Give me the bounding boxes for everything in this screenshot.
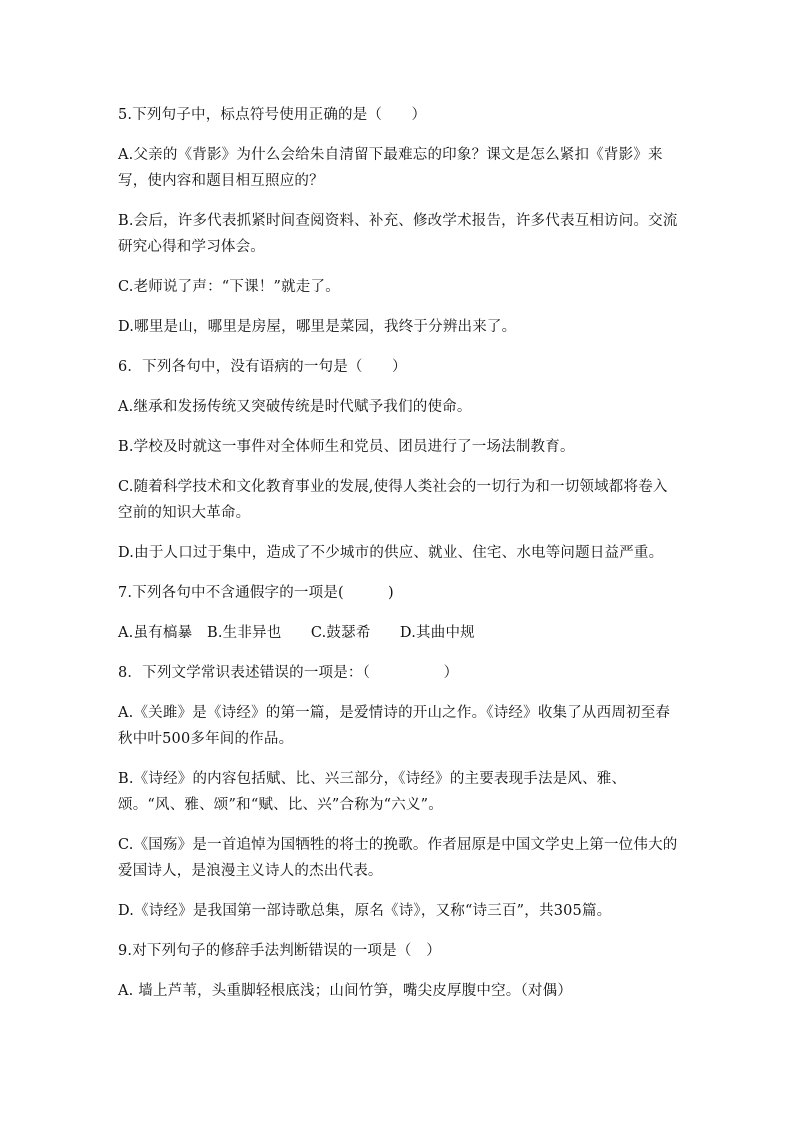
question-8-option-d: D.《诗经》是我国第一部诗歌总集，原名《诗》，又称“诗三百”，共305篇。: [118, 903, 612, 919]
question-5-option-a: A.父亲的《背影》为什么会给朱自清留下最难忘的印象？课文是怎么紧扣《背影》来写，使内容和题目相互照应的？: [118, 147, 663, 189]
question-8-option-b: B.《诗经》的内容包括赋、比、兴三部分，《诗经》的主要表现手法是风、雅、颂。“风、雅、颂”和“赋、比、兴”合称为“六义”。: [118, 771, 627, 813]
question-8-option-c: C.《国殇》是一首追悼为国牺牲的将士的挽歌。作者屈原是中国文学史上第一位伟大的爱国诗人，是浪漫主义诗人的杰出代表。: [118, 837, 678, 879]
question-9-stem: 9.对下列句子的修辞手法判断错误的一项是（ ）: [118, 943, 441, 959]
question-5-option-b: B.会后，许多代表抓紧时间查阅资料、补充、修改学术报告，许多代表互相访问。交流研究心得和学习体会。: [118, 213, 678, 255]
question-8-stem: 8．下列文学常识表述错误的一项是：（ ）: [118, 665, 459, 681]
question-7-stem: 7.下列各句中不含通假字的一项是( ): [118, 585, 394, 601]
question-6-option-a: A.继承和发扬传统又突破传统是时代赋予我们的使命。: [118, 399, 472, 415]
question-6-option-d: D.由于人口过于集中，造成了不少城市的供应、就业、住宅、水电等问题日益严重。: [118, 545, 664, 561]
question-6-option-c: C.随着科学技术和文化教育事业的发展,使得人类社会的一切行为和一切领域都将卷入空前的知识大革命。: [118, 479, 668, 521]
question-5-stem: 5.下列句子中，标点符号使用正确的是（ ）: [118, 107, 427, 123]
question-5-option-d: D.哪里是山，哪里是房屋，哪里是菜园，我终于分辨出来了。: [118, 319, 517, 335]
document-content: [118, 102, 680, 1018]
question-7-options: A.虽有槁暴 B.生非异也 C.鼓瑟希 D.其曲中规: [118, 625, 475, 641]
question-6-option-b: B.学校及时就这一事件对全体师生和党员、团员进行了一场法制教育。: [118, 439, 575, 455]
question-5-option-c: C.老师说了声：“下课！”就走了。: [118, 279, 340, 295]
question-9-option-a: A. 墙上芦苇，头重脚轻根底浅；山间竹笋，嘴尖皮厚腹中空。（对偶）: [118, 983, 573, 999]
question-8-option-a: A.《关雎》是《诗经》的第一篇，是爱情诗的开山之作。《诗经》收集了从西周初至春秋中叶500多年间的作品。: [118, 705, 671, 747]
question-6-stem: 6．下列各句中，没有语病的一句是（ ）: [118, 359, 407, 375]
